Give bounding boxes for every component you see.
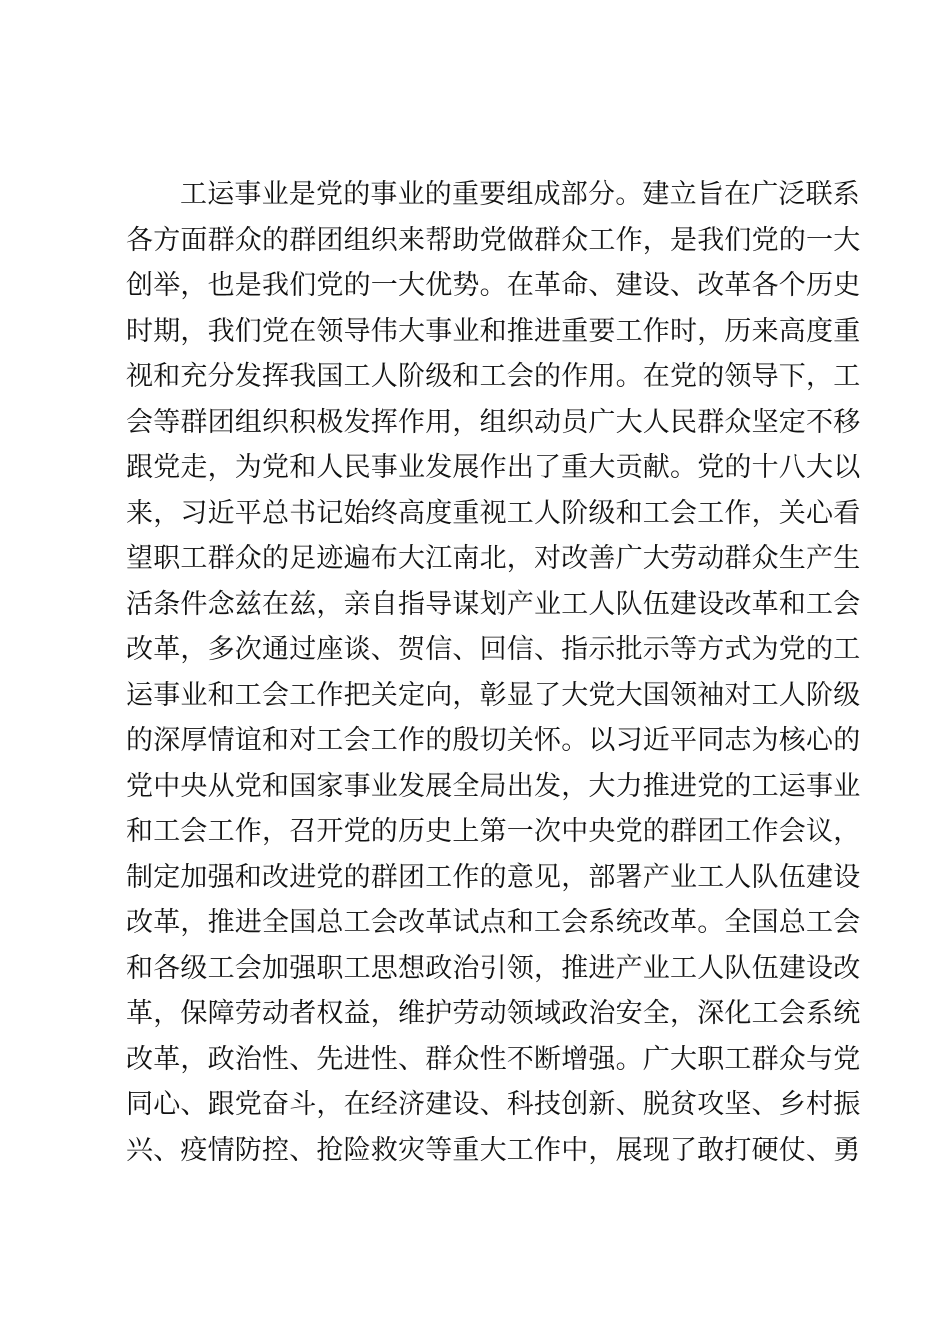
paragraph-line: 兴、疫情防控、抢险救灾等重大工作中，展现了敢打硬仗、勇 [126, 1134, 861, 1166]
paragraph-line: 的深厚情谊和对工会工作的殷切关怀。以习近平同志为核心的 [126, 725, 861, 756]
paragraph-line: 跟党走，为党和人民事业发展作出了重大贡献。党的十八大以 [126, 452, 861, 483]
paragraph-line: 制定加强和改进党的群团工作的意见，部署产业工人队伍建设 [126, 861, 861, 893]
paragraph-line: 同心、跟党奋斗，在经济建设、科技创新、脱贫攻坚、乡村振 [126, 1089, 861, 1120]
paragraph-line: 创举，也是我们党的一大优势。在革命、建设、改革各个历史 [126, 270, 861, 301]
paragraph-line: 活条件念兹在兹，亲自指导谋划产业工人队伍建设改革和工会 [126, 588, 861, 620]
paragraph-line: 视和充分发挥我国工人阶级和工会的作用。在党的领导下，工 [126, 361, 861, 392]
paragraph-line: 和各级工会加强职工思想政治引领，推进产业工人队伍建设改 [126, 952, 861, 984]
paragraph-line: 运事业和工会工作把关定向，彰显了大党大国领袖对工人阶级 [126, 679, 861, 711]
paragraph-line: 工运事业是党的事业的重要组成部分。建立旨在广泛联系 [180, 179, 860, 210]
paragraph-line: 党中央从党和国家事业发展全局出发，大力推进党的工运事业 [126, 770, 861, 802]
paragraph-line: 改革，多次通过座谈、贺信、回信、指示批示等方式为党的工 [126, 634, 861, 665]
paragraph-line: 来，习近平总书记始终高度重视工人阶级和工会工作，关心看 [126, 497, 861, 529]
paragraph-line: 会等群团组织积极发挥作用，组织动员广大人民群众坚定不移 [126, 406, 861, 438]
paragraph-line: 时期，我们党在领导伟大事业和推进重要工作时，历来高度重 [126, 315, 861, 347]
body-paragraph [126, 172, 861, 1173]
paragraph-line: 改革，推进全国总工会改革试点和工会系统改革。全国总工会 [126, 907, 861, 938]
paragraph-line: 改革，政治性、先进性、群众性不断增强。广大职工群众与党 [126, 1043, 861, 1075]
paragraph-line: 望职工群众的足迹遍布大江南北，对改善广大劳动群众生产生 [126, 543, 861, 574]
paragraph-line: 革，保障劳动者权益，维护劳动领域政治安全，深化工会系统 [126, 998, 861, 1029]
paragraph-line: 和工会工作，召开党的历史上第一次中央党的群团工作会议， [126, 816, 861, 847]
paragraph-line: 各方面群众的群团组织来帮助党做群众工作，是我们党的一大 [126, 224, 861, 256]
